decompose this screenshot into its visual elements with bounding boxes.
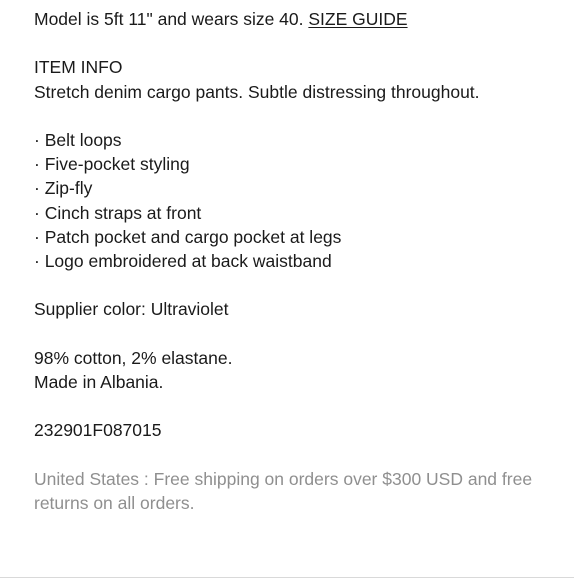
divider [0, 577, 574, 578]
feature-item: · Cinch straps at front [34, 202, 202, 223]
origin: Made in Albania. [34, 371, 164, 392]
spacer [34, 104, 554, 128]
model-fit-line [34, 7, 554, 31]
spacer [34, 394, 554, 418]
spacer [34, 31, 554, 55]
supplier-color: Supplier color: Ultraviolet [34, 299, 229, 320]
composition: 98% cotton, 2% elastane. [34, 347, 233, 368]
spacer [34, 321, 554, 345]
spacer [34, 273, 554, 297]
feature-item: · Patch pocket and cargo pocket at legs [34, 226, 342, 247]
feature-item: · Logo embroidered at back waistband [34, 250, 332, 271]
product-details [34, 7, 554, 515]
model-fit-text: Model is 5ft 11" and wears size 40. [34, 9, 304, 29]
size-guide-link[interactable]: SIZE GUIDE [308, 9, 408, 29]
feature-item: · Belt loops [34, 129, 122, 150]
spacer [34, 442, 554, 466]
shipping-note: United States : Free shipping on orders over $300 USD and free returns on all orders. [34, 468, 533, 513]
item-description: Stretch denim cargo pants. Subtle distressing throughout. [34, 81, 480, 102]
product-sku: 232901F087015 [34, 420, 162, 441]
feature-item: · Zip-fly [34, 178, 93, 199]
item-info-heading: ITEM INFO [34, 57, 123, 78]
feature-list [34, 128, 554, 273]
feature-item: · Five-pocket styling [34, 154, 190, 175]
